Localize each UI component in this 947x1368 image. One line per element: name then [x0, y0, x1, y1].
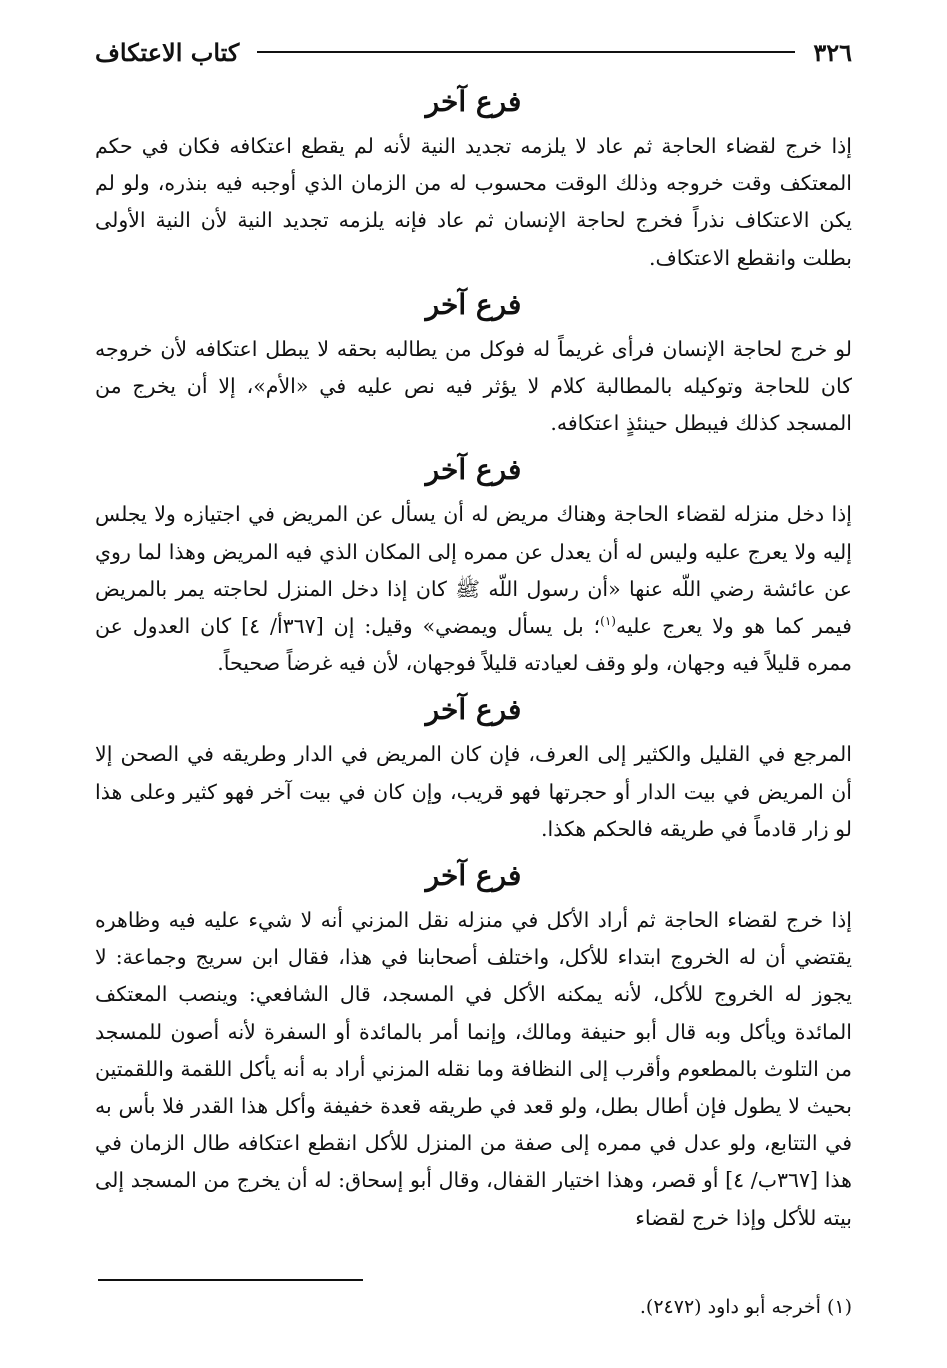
section-heading: فرع آخر: [425, 693, 522, 727]
section-3: [95, 448, 852, 682]
section-4: [95, 688, 852, 848]
section-paragraph: إذا خرج لقضاء الحاجة ثم أراد الأكل في منزله نقل المزني أنه لا شيء عليه فيه وظاهره يقتضي أن له الخروج ابتداء للأكل، واختلف أصحابنا في هذا، فقال ابن سريج وجماعة: لا يجوز له الخروج للأكل، لأنه يمكنه الأكل في المسجد، قال الشافعي: وينصب المعتكف المائدة ويأكل وبه قال أبو حنيفة ومالك، وإنما أمر بالمائدة أو السفرة لأنه أصون للمسجد من التلوث بالمطعوم وأقرب إلى النظافة وما نقله المزني أراد به أنه يأكل اللقمة واللقمتين بحيث لا يطول فإن أطال بطل، ولو قعد في طريقه قعدة خفيفة وأكل هذا القدر فلا بأس به في التتابع، ولو عدل في ممره إلى صفة من المنزل للأكل انقطع اعتكافه طال الزمان في هذا [٣٦٧ب/ ٤] أو قصر، وهذا اختيار القفال، وقال أبو إسحاق: له أن يخرج من المسجد إلى بيته للأكل وإذا خرج لقضاء: [95, 908, 852, 1230]
section-5: [95, 854, 852, 1237]
book-title: كتاب الاعتكاف: [95, 37, 240, 67]
page-number: ٣٢٦: [813, 37, 852, 67]
footnote: (١) أخرجه أبو داود (٢٤٧٢).: [639, 1296, 852, 1318]
section-2: [95, 283, 852, 443]
paragraph-text-after-footnote: ؛ بل يسأل ويمضي» وقيل: إن [٣٦٧أ/ ٤] كان العدول عن ممره قليلاً فيه وجهان، ولو وقف لعيادته قليلاً فوجهان، لأن فيه غرضاً صحيحاً.: [95, 614, 852, 676]
section-heading: فرع آخر: [425, 453, 522, 487]
section-heading: فرع آخر: [425, 287, 522, 321]
header-rule: [257, 51, 795, 53]
footnote-divider: [98, 1279, 363, 1281]
section-paragraph: المرجع في القليل والكثير إلى العرف، فإن كان المريض في الدار وطريقه في الصحن إلا أن المريض في بيت الدار أو حجرتها فهو قريب، وإن كان في بيت آخر فهو كثير وعلى هذا لو زار قادماً في طريقه فالحكم هكذا.: [95, 742, 852, 841]
section-1: [95, 80, 852, 277]
section-paragraph: [95, 496, 852, 682]
footnote-reference: (١): [600, 614, 616, 629]
section-heading: فرع آخر: [425, 859, 522, 893]
section-heading: فرع آخر: [425, 85, 522, 118]
page-header: [95, 30, 852, 74]
section-paragraph: لو خرج لحاجة الإنسان فرأى غريماً له فوكل من يطالبه بحقه لا يبطل اعتكافه لأن خروجه كان للحاجة وتوكيله بالمطالبة كلام لا يؤثر فيه نص عليه في «الأم»، إلا أن يخرج من المسجد كذلك فيبطل حينئذٍ اعتكافه.: [95, 336, 852, 436]
section-paragraph: إذا خرج لقضاء الحاجة ثم عاد لا يلزمه تجديد النية لأنه لم يقطع اعتكافه فكان في حكم المعتكف وقت خروجه وذلك الوقت محسوب له من الزمان الذي أوجبه فيه بنذره، ولو لم يكن الاعتكاف نذراً فخرج لحاجة الإنسان ثم عاد فإنه يلزمه تجديد النية لأن النية الأولى بطلت وانقطع الاعتكاف.: [95, 134, 852, 270]
paragraph-text-before-footnote: إذا دخل منزله لقضاء الحاجة وهناك مريض له أن يسأل عن المريض في اجتيازه ولا يجلس إليه ولا يعرج عليه وليس له أن يعدل عن ممره إلى المكان الذي فيه المريض وهذا لما روي عن عائشة رضي اللّه عنها «أن رسول اللّه ﷺ كان إذا دخل المنزل لحاجته يمر بالمريض فيمر كما هو ولا يعرج عليه: [95, 502, 852, 639]
